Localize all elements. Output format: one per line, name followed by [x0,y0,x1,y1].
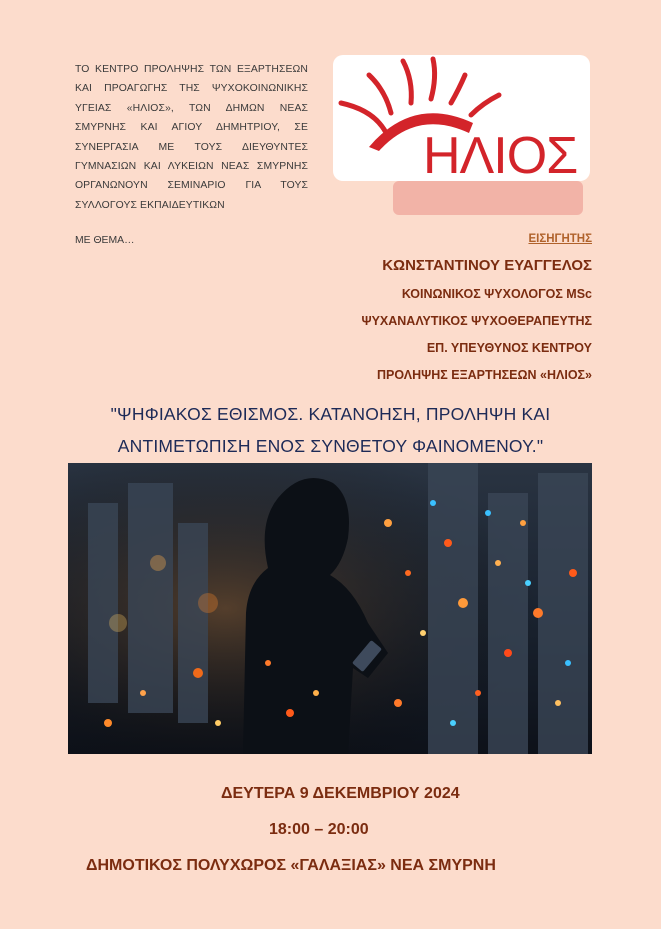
seminar-title-line: "ΨΗΦΙΑΚΟΣ ΕΘΙΣΜΟΣ. ΚΑΤΑΝΟΗΣΗ, ΠΡΟΛΗΨΗ ΚΑΙ [110,404,551,424]
speaker-credential: ΚΟΙΝΩΝΙΚΟΣ ΨΥΧΟΛΟΓΟΣ MSc [401,287,592,301]
speaker-credential: ΨΥΧΑΝΑΛΥΤΙΚΟΣ ΨΥΧΟΘΕΡΑΠΕΥΤΗΣ [361,314,592,328]
seminar-title-line: ΑΝΤΙΜΕΤΩΠΙΣΗ ΕΝΟΣ ΣΥΝΘΕΤΟΥ ΦΑΙΝΟΜΕΝΟΥ." [117,436,544,456]
event-date: ΔΕΥΤΕΡΑ 9 ΔΕΚΕΜΒΡΙΟΥ 2024 [221,785,460,802]
sun-icon [333,55,590,181]
speaker-block [361,233,592,382]
event-time: 18:00 – 20:00 [269,821,369,838]
speaker-name: ΚΩΝΣΤΑΝΤΙΝΟΥ ΕΥΑΓΓΕΛΟΣ [382,257,592,274]
logo-text: ΗΛΙΟΣ [423,127,578,181]
seminar-title [60,398,601,462]
speaker-role-title: ΕΙΣΗΓΗΤΗΣ [528,233,592,245]
person-with-phone-illustration [68,463,592,754]
intro-paragraph: ΤΟ ΚΕΝΤΡΟ ΠΡΟΛΗΨΗΣ ΤΩΝ ΕΞΑΡΤΗΣΕΩΝ ΚΑΙ ΠΡΟΑΓΩΓΗΣ ΤΗΣ ΨΥΧΟΚΟΙΝΩΝΙΚΗΣ ΥΓΕΙΑΣ «ΗΛΙΟΣ», ΤΩΝ ΔΗΜΩΝ ΝΕΑΣ ΣΜΥΡΝΗΣ ΚΑΙ ΑΓΙΟΥ ΔΗΜΗΤΡΙΟΥ, ΣΕ ΣΥΝΕΡΓΑΣΙΑ ΜΕ ΤΟΥΣ ΔΙΕΥΘΥΝΤΕΣ ΓΥΜΝΑΣΙΩΝ ΚΑΙ ΛΥΚΕΙΩΝ ΝΕΑΣ ΣΜΥΡΝΗΣ ΟΡΓΑΝΩΝΟΥΝ ΣΕΜΙΝΑΡΙΟ ΓΙΑ ΤΟΥΣ ΣΥΛΛΟΓΟΥΣ ΕΚΠΑΙΔΕΥΤΙΚΩΝ [75,64,308,211]
speaker-credential: ΠΡΟΛΗΨΗΣ ΕΞΑΡΤΗΣΕΩΝ «ΗΛΙΟΣ» [377,368,592,382]
event-venue: ΔΗΜΟΤΙΚΟΣ ΠΟΛΥΧΩΡΟΣ «ΓΑΛΑΞΙΑΣ» ΝΕΑ ΣΜΥΡΝΗ [86,857,496,874]
speaker-credential: ΕΠ. ΥΠΕΥΘΥΝΟΣ ΚΕΝΤΡΟΥ [426,341,592,355]
hero-photo [68,463,592,754]
helios-logo [333,55,590,181]
logo-reflection [333,181,590,221]
theme-label: ΜΕ ΘΕΜΑ… [75,235,135,246]
